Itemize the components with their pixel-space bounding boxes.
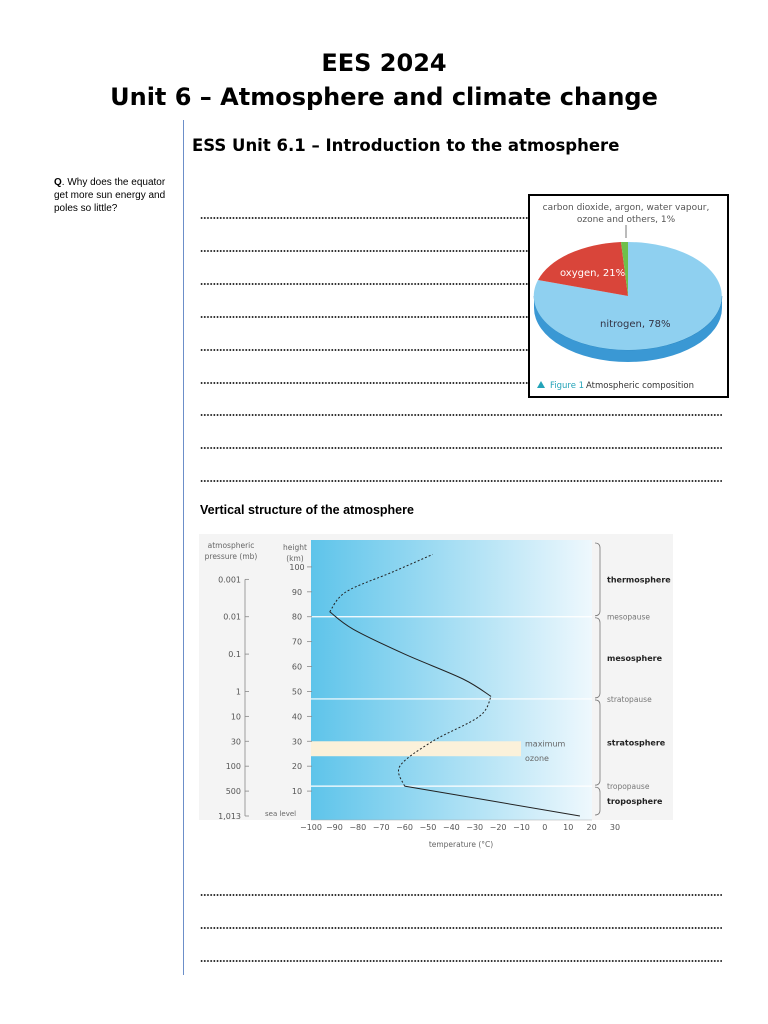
unit-title: Unit 6 – Atmosphere and climate change [110,83,658,111]
sea-level-label: sea level [265,810,297,818]
height-tick-label: 70 [291,637,303,647]
document-title: EES 2024 [321,49,447,77]
temperature-tick-label: −30 [466,823,484,832]
vertical-structure-heading: Vertical structure of the atmosphere [200,503,414,517]
height-tick-label: 80 [291,612,303,622]
atmospheric-composition-figure [528,194,729,398]
height-tick-label: 100 [289,562,305,572]
temperature-tick-label: 10 [563,823,574,832]
vertical-structure-chart [199,534,673,852]
temperature-tick-label: −10 [513,823,530,832]
pressure-tick-label: 100 [225,762,241,772]
height-tick-label: 90 [291,587,303,597]
answer-line[interactable] [200,217,528,219]
pressure-tick-label: 0.001 [218,575,241,585]
temperature-tick-label: −20 [489,823,507,832]
atmosphere-chart-svg [199,534,673,852]
height-axis-title-line1: height [283,543,307,552]
pressure-tick-label: 500 [225,787,241,797]
mesopause-label: mesopause [607,612,651,622]
height-tick-label: 30 [291,737,303,747]
answer-line[interactable] [200,927,722,929]
pressure-tick-label: 1 [235,687,241,697]
pressure-axis-title-line1: atmospheric [207,541,255,550]
temperature-tick-label: 0 [542,823,548,832]
thermosphere-label: thermosphere [607,575,671,585]
ozone-band [311,741,521,756]
pie-chart [530,196,727,396]
answer-line[interactable] [200,316,528,318]
temperature-axis-title: temperature (°C) [428,840,494,849]
stratopause-label: stratopause [607,694,652,704]
height-tick-label: 40 [291,712,303,722]
section-heading: ESS Unit 6.1 – Introduction to the atmosphere [192,136,620,155]
temperature-tick-label: −40 [442,823,460,832]
mesosphere-label: mesosphere [607,653,662,663]
height-tick-label: 60 [291,662,303,672]
oxygen-label: oxygen, 21% [560,268,626,279]
answer-line[interactable] [200,349,528,351]
question-text: . Why does the equator get more sun energy and poles so little? [54,177,166,214]
answer-line[interactable] [200,283,528,285]
answer-line[interactable] [200,447,722,449]
height-tick-label: 10 [291,787,303,797]
nitrogen-label: nitrogen, 78% [600,319,671,330]
answer-line[interactable] [200,250,528,252]
height-tick-label: 20 [291,762,303,772]
answer-line[interactable] [200,480,722,482]
margin-rule [183,120,184,975]
temperature-tick-label: −50 [419,823,437,832]
sky-background [311,540,592,820]
question [54,176,166,215]
answer-line[interactable] [200,414,722,416]
ozone-label-line1: maximum [525,739,566,749]
others-label-line2: ozone and others, 1% [576,215,676,225]
temperature-tick-label: 30 [609,823,621,832]
stratosphere-label: stratosphere [607,738,666,748]
pressure-tick-label: 10 [230,712,241,722]
answer-line[interactable] [200,382,528,384]
pressure-tick-label: 0.1 [228,650,241,660]
pressure-axis-title-line2: pressure (mb) [204,552,258,561]
question-label: Q [54,177,62,188]
pressure-tick-label: 30 [230,737,241,747]
tropopause-label: tropopause [607,782,650,792]
temperature-tick-label: 20 [586,823,597,832]
figure-caption-text: Atmospheric composition [586,381,694,391]
troposphere-label: troposphere [607,797,663,807]
figure-caption-label: Figure 1 [550,381,585,391]
caption-triangle-icon [537,381,545,388]
ozone-label-line2: ozone [525,754,549,764]
temperature-tick-label: −90 [325,823,343,832]
temperature-tick-label: −80 [349,823,367,832]
pressure-tick-label: 1,013 [218,812,241,821]
others-label-line1: carbon dioxide, argon, water vapour, [542,203,710,213]
pressure-tick-label: 0.01 [223,612,241,622]
answer-line[interactable] [200,960,722,962]
height-axis-title-line2: (km) [286,554,304,563]
temperature-tick-label: −70 [372,823,390,832]
temperature-tick-label: −100 [300,823,322,832]
answer-line[interactable] [200,894,722,896]
temperature-tick-label: −60 [396,823,413,832]
height-tick-label: 50 [291,687,303,697]
